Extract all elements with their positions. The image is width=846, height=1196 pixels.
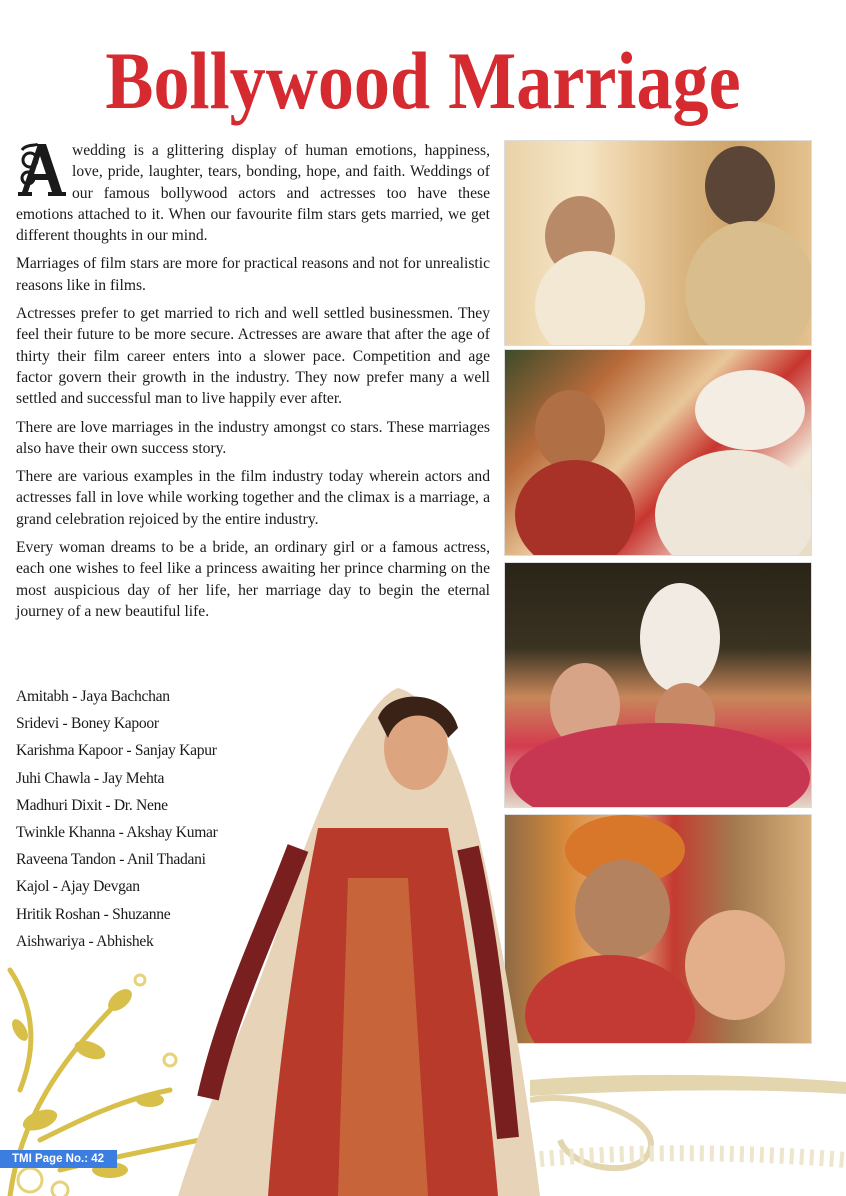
dropcap-ornamental-letter xyxy=(16,142,66,198)
wedding-photo-hritik-suzanne xyxy=(504,562,812,808)
wedding-photo-abhishek-aishwarya xyxy=(504,814,812,1044)
article-paragraph-5: There are various examples in the film industry today wherein actors and actresses fall in love while working together and the climax is a marriage, a grand celebration rejoiced by the entire industry. xyxy=(16,468,490,528)
list-item: Raveena Tandon - Anil Thadani xyxy=(16,851,206,869)
article-paragraph-1 xyxy=(16,140,490,246)
list-item: Amitabh - Jaya Bachchan xyxy=(16,688,170,705)
list-item: Kajol - Ajay Devgan xyxy=(16,878,140,896)
list-item: Madhuri Dixit - Dr. Nene xyxy=(16,796,168,814)
list-item: Sridevi - Boney Kapoor xyxy=(16,715,159,733)
list-item: Karishma Kapoor - Sanjay Kapur xyxy=(16,742,217,760)
paragraph-text: wedding is a glittering display of human emotions, happiness, love, pride, laughter, tears, bonding, hope, and faith. Weddings of our famous bollywood actors and actresses too have these emotions attached to it. When our favourite film stars gets married, we get different thoughts in our mind. xyxy=(16,142,490,245)
couples-list xyxy=(16,683,316,955)
article-paragraph-6: Every woman dreams to be a bride, an ordinary girl or a famous actress, each one wishes to feel like a princess awaiting her prince charming on the most auspicious day of her life, her marriage day to begin the eternal journey of a new beautiful life. xyxy=(16,539,490,620)
article-paragraph-3: Actresses prefer to get married to rich and well settled businessmen. They feel their future to be more secure. Actresses are aware that after the age of thirty their film career enters into a slower pace. Competition and age factor govern their growth in the industry. They now prefer many a well settled and successful man to live happily ever after. xyxy=(16,305,490,408)
article-paragraph-2: Marriages of film stars are more for practical reasons and not for unrealistic reasons like in films. xyxy=(16,255,490,294)
article-paragraph-4: There are love marriages in the industry amongst co stars. These marriages also have their own success story. xyxy=(16,418,490,457)
article-body xyxy=(16,140,490,629)
gold-swirl-ornament xyxy=(530,1060,846,1190)
list-item: Hritik Roshan - Shuzanne xyxy=(16,905,171,923)
list-item: Twinkle Khanna - Akshay Kumar xyxy=(16,824,218,842)
list-item: Juhi Chawla - Jay Mehta xyxy=(16,769,165,787)
list-item: Aishwariya - Abhishek xyxy=(16,932,154,950)
page-title: Bollywood Marriage xyxy=(105,35,741,126)
wedding-photo-garland xyxy=(504,349,812,556)
ornate-a-icon xyxy=(16,142,66,198)
page-number-badge: TMI Page No.: 42 xyxy=(0,1150,117,1168)
wedding-photo-amitabh-jaya xyxy=(504,140,812,346)
